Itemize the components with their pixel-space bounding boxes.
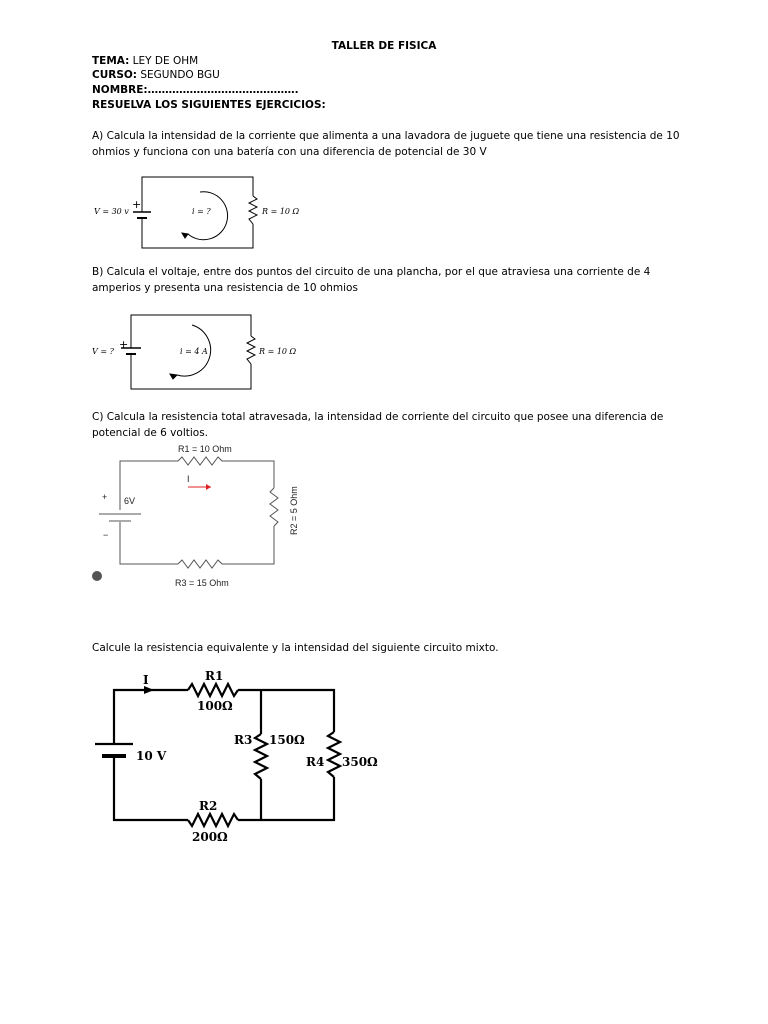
page-title: TALLER DE FISICA [331, 40, 437, 52]
current-label-d: I [143, 673, 149, 687]
resistance-label-b: R = 10 Ω [259, 347, 297, 356]
current-label-c: I [187, 474, 190, 484]
plus-label-b: + [119, 338, 129, 351]
exercise-d-line1: Calcule la resistencia equivalente y la intensidad del siguiente circuito mixto. [92, 642, 499, 654]
exercise-b-line2: amperios y presenta una resistencia de 10 ohmios [92, 282, 358, 294]
r3-value-label: 150Ω [269, 733, 305, 747]
nombre-line: NOMBRE:……………………………………. [92, 84, 299, 96]
r2-name-label: R2 [199, 799, 218, 813]
voltage-label-a: V = 30 v [94, 207, 129, 216]
r1-value-label: 100Ω [197, 699, 233, 713]
exercise-c-line1: C) Calcula la resistencia total atravesada, la intensidad de corriente del circuito que posee una diferencia de [92, 411, 664, 423]
r2-label: R2 = 5 Ohm [289, 486, 299, 535]
current-label-b: i = 4 A [180, 347, 208, 356]
tema-label: TEMA: [92, 55, 130, 67]
current-label-a: i = ? [192, 207, 211, 216]
battery-label-c: 6V [124, 496, 136, 506]
curso-value: SEGUNDO BGU [140, 69, 220, 81]
r2-value-label: 200Ω [192, 830, 228, 844]
plus-label-a: + [132, 198, 142, 211]
r1-label: R1 = 10 Ohm [178, 444, 232, 454]
r4-value-label: 350Ω [342, 755, 378, 769]
r4-name-label: R4 [306, 755, 325, 769]
exercise-b-line1: B) Calcula el voltaje, entre dos puntos del circuito de una plancha, por el que atraviesa una corriente de 4 [92, 266, 651, 278]
resistance-label-a: R = 10 Ω [262, 207, 300, 216]
tema-value: LEY DE OHM [132, 55, 199, 67]
r1-name-label: R1 [205, 669, 224, 683]
exercise-a-line1: A) Calcula la intensidad de la corriente que alimenta a una lavadora de juguete que tiene una resistencia de 10 [92, 130, 680, 142]
r3-label: R3 = 15 Ohm [175, 578, 229, 588]
battery-label-d: 10 V [136, 749, 167, 763]
minus-label-c: − [103, 530, 109, 540]
plus-label-c: + [102, 492, 108, 502]
r3-name-label: R3 [234, 733, 253, 747]
instruction: RESUELVA LOS SIGUIENTES EJERCICIOS: [92, 99, 326, 111]
curso-label: CURSO: [92, 69, 138, 81]
exercise-c-line2: potencial de 6 voltios. [92, 427, 209, 439]
voltage-label-b: V = ? [92, 347, 114, 356]
exercise-a-line2: ohmios y funciona con una batería con una diferencia de potencial de 30 V [92, 146, 487, 158]
